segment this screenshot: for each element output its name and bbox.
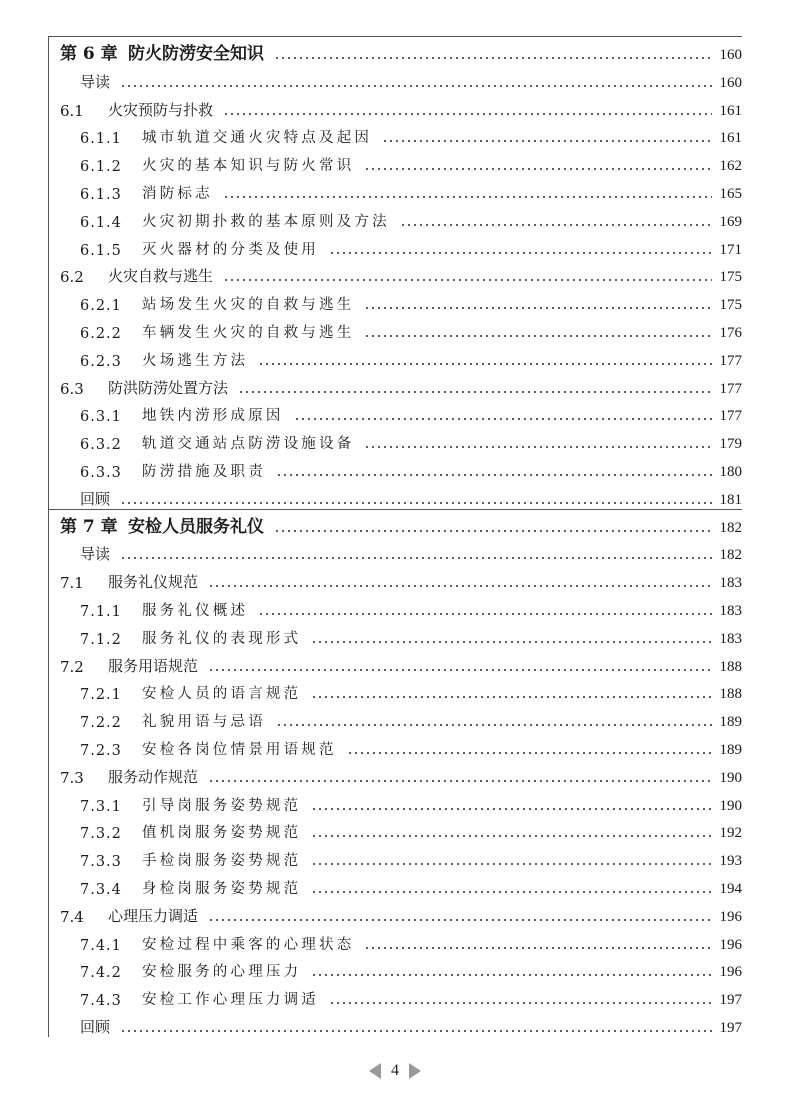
toc-entry-page: 183	[719, 630, 742, 647]
toc-entry-page: 160	[719, 47, 742, 63]
dot-leader	[382, 140, 711, 142]
toc-entry[interactable]	[80, 233, 742, 259]
dot-leader	[238, 391, 711, 393]
toc-entry-page: 180	[719, 464, 742, 480]
toc-entry-number: 7.1	[60, 574, 84, 593]
toc-entry-title: 灭火器材的分类及使用	[142, 241, 319, 258]
toc-entry-page: 188	[719, 686, 742, 703]
toc-entry-title: 身检岗服务姿势规范	[142, 881, 302, 897]
toc-entry-title: 回顾	[80, 489, 111, 508]
toc-entry-title: 地铁内涝形成原因	[142, 408, 284, 425]
toc-entry-title: 手检岗服务姿势规范	[142, 853, 302, 870]
toc-entry-number: 6.1.5	[80, 242, 122, 259]
toc-entry-page: 165	[719, 186, 742, 202]
toc-entry-title: 火灾自救与逃生	[108, 267, 214, 286]
toc-entry-title: 安检工作心理压力调适	[142, 992, 319, 1009]
toc-entry-title: 火灾的基本知识与防火常识	[142, 158, 355, 175]
toc-entry-page: 183	[719, 603, 742, 619]
dot-leader	[258, 363, 711, 365]
toc-entry-title: 服务礼仪概述	[142, 603, 249, 619]
toc-entry-page: 192	[719, 825, 742, 842]
dot-leader	[311, 891, 711, 893]
toc-entry-title: 安检过程中乘客的心理状态	[142, 936, 355, 953]
toc-entry[interactable]	[80, 789, 742, 815]
toc-entry-page: 190	[719, 769, 742, 786]
toc-entry-page: 189	[719, 742, 742, 758]
toc-entry[interactable]	[80, 1011, 742, 1037]
dot-leader	[208, 585, 711, 587]
toc-entry[interactable]	[80, 705, 742, 731]
dot-leader	[274, 530, 712, 532]
toc-entry-page: 179	[719, 436, 742, 453]
toc-entry-page: 197	[719, 1020, 742, 1036]
toc-entry-number: 7.4.3	[80, 993, 122, 1010]
dot-leader	[364, 947, 711, 949]
dot-leader	[311, 835, 711, 837]
toc-entry[interactable]	[60, 761, 742, 787]
toc-entry-number: 7.3.2	[80, 826, 122, 843]
toc-entry[interactable]	[80, 928, 742, 954]
dot-leader	[276, 724, 712, 726]
toc-entry[interactable]	[60, 650, 742, 676]
toc-entry-page: 181	[719, 491, 742, 508]
toc-entry-number: 7.3.1	[80, 798, 122, 815]
toc-entry[interactable]	[80, 316, 742, 342]
toc-entry-title: 安检人员的语言规范	[142, 686, 302, 703]
toc-entry-number: 6.3.1	[80, 409, 122, 426]
toc-entry-page: 189	[719, 714, 742, 731]
toc-entry[interactable]	[80, 872, 742, 898]
toc-chapter-entry[interactable]	[60, 511, 742, 537]
toc-entry[interactable]	[80, 399, 742, 425]
toc-entry[interactable]	[80, 205, 742, 231]
toc-entry[interactable]	[80, 538, 742, 564]
dot-leader	[120, 1030, 711, 1032]
toc-entry-title: 安检各岗位情景用语规范	[142, 742, 337, 758]
dot-leader	[311, 808, 711, 810]
toc-entry[interactable]	[80, 983, 742, 1009]
dot-leader	[208, 780, 711, 782]
toc-entry[interactable]	[60, 372, 742, 398]
toc-entry[interactable]	[80, 483, 742, 509]
toc-chapter-entry[interactable]	[60, 38, 742, 64]
toc-entry-number: 6.2	[60, 268, 84, 287]
toc-entry-title: 防火防涝安全知识	[128, 44, 264, 64]
toc-entry-page: 177	[719, 352, 742, 369]
dot-leader	[120, 557, 711, 559]
toc-entry-title: 服务用语规范	[108, 656, 199, 675]
toc-entry[interactable]	[60, 260, 742, 286]
toc-entry-title: 引导岗服务姿势规范	[142, 797, 302, 814]
toc-entry-title: 火灾初期扑救的基本原则及方法	[142, 213, 390, 230]
toc-entry-number: 7.3	[60, 768, 84, 787]
dot-leader	[311, 641, 711, 643]
dot-leader	[311, 696, 711, 698]
toc-entry[interactable]	[80, 733, 742, 759]
triangle-right-icon	[409, 1063, 421, 1079]
toc-entry-number: 7.4.2	[80, 965, 122, 982]
toc-entry[interactable]	[60, 94, 742, 120]
toc-entry[interactable]	[80, 288, 742, 314]
toc-entry-number: 7.1.1	[80, 604, 122, 620]
toc-entry-page: 171	[719, 241, 742, 258]
toc-entry-title: 防涝措施及职责	[142, 464, 266, 480]
toc-entry-number: 第 7 章	[60, 516, 118, 537]
toc-entry-title: 车辆发生火灾的自救与逃生	[142, 325, 355, 341]
toc-entry[interactable]	[80, 455, 742, 481]
toc-entry[interactable]	[60, 900, 742, 926]
toc-entry-page: 175	[719, 269, 742, 286]
chapter-rule	[48, 509, 742, 510]
toc-entry-page: 196	[719, 936, 742, 953]
toc-entry-number: 6.3.2	[80, 437, 122, 454]
toc-entry-title: 火场逃生方法	[142, 352, 249, 369]
toc-entry-number: 6.3	[60, 379, 84, 398]
toc-entry-number: 6.1.1	[80, 131, 122, 148]
toc-entry-page: 175	[719, 297, 742, 314]
toc-entry[interactable]	[80, 344, 742, 370]
toc-entry-title: 轨道交通站点防涝设施设备	[142, 436, 355, 453]
toc-entry-page: 161	[719, 130, 742, 147]
toc-entry-title: 值机岗服务姿势规范	[142, 825, 302, 842]
page-footer	[0, 1062, 790, 1080]
toc-entry-number: 6.1.3	[80, 187, 122, 203]
toc-entry[interactable]	[80, 594, 742, 620]
dot-leader	[223, 279, 711, 281]
chapter-side-rule	[48, 36, 49, 509]
toc-entry-page: 177	[719, 408, 742, 425]
dot-leader	[258, 613, 711, 615]
toc-entry-number: 6.2.1	[80, 298, 122, 315]
toc-entry-page: 182	[719, 547, 742, 564]
dot-leader	[329, 1002, 712, 1004]
chapter-side-rule	[48, 509, 49, 1037]
toc-entry-title: 服务礼仪的表现形式	[142, 630, 302, 647]
dot-leader	[347, 752, 712, 754]
toc-entry-title: 礼貌用语与忌语	[142, 714, 266, 731]
toc-entry-number: 7.2	[60, 657, 84, 676]
toc-entry[interactable]	[80, 955, 742, 981]
dot-leader	[311, 974, 711, 976]
chapter-rule	[48, 36, 742, 37]
toc-entry-number: 6.2.2	[80, 326, 122, 342]
toc-entry-title: 服务动作规范	[108, 767, 199, 786]
toc-entry[interactable]	[80, 177, 742, 203]
dot-leader	[208, 919, 711, 921]
dot-leader	[364, 335, 711, 337]
toc-entry-number: 7.3.3	[80, 854, 122, 871]
toc-entry-page: 193	[719, 853, 742, 870]
toc-entry-page: 160	[719, 74, 742, 91]
toc-entry-number: 7.4.1	[80, 937, 122, 954]
toc-entry[interactable]	[80, 677, 742, 703]
toc-entry-page: 197	[719, 992, 742, 1009]
toc-entry[interactable]	[80, 622, 742, 648]
toc-entry[interactable]	[60, 566, 742, 592]
dot-leader	[400, 224, 712, 226]
toc-entry-title: 导读	[80, 545, 111, 564]
toc-entry-page: 196	[719, 964, 742, 981]
triangle-left-icon	[369, 1063, 381, 1079]
toc-entry-page: 188	[719, 658, 742, 675]
toc-entry-title: 火灾预防与扑救	[108, 100, 214, 119]
toc-entry-number: 6.1	[60, 101, 84, 120]
dot-leader	[276, 474, 712, 476]
toc-entry-page: 177	[719, 380, 742, 397]
toc-entry-page: 176	[719, 325, 742, 341]
toc-entry-title: 消防标志	[142, 186, 213, 202]
toc-entry-number: 7.2.3	[80, 743, 122, 759]
toc-entry-title: 回顾	[80, 1018, 111, 1036]
dot-leader	[294, 418, 712, 420]
toc-entry-page: 161	[719, 102, 742, 119]
toc-entry[interactable]	[80, 149, 742, 175]
toc-entry-title: 防洪防涝处置方法	[108, 378, 229, 397]
toc-entry-number: 7.2.2	[80, 715, 122, 732]
toc-entry-page: 196	[719, 908, 742, 925]
toc-entry-title: 服务礼仪规范	[108, 573, 199, 592]
dot-leader	[120, 85, 711, 87]
toc-entry-number: 6.3.3	[80, 465, 122, 481]
dot-leader	[329, 252, 712, 254]
toc-entry-title: 导读	[80, 72, 111, 91]
dot-leader	[223, 113, 711, 115]
toc-entry-title: 心理压力调适	[108, 906, 199, 925]
toc-entry-page: 194	[719, 881, 742, 897]
dot-leader	[311, 863, 711, 865]
dot-leader	[208, 669, 711, 671]
toc-entry-number: 7.2.1	[80, 687, 122, 704]
dot-leader	[364, 168, 711, 170]
toc-entry-number: 7.1.2	[80, 631, 122, 648]
toc-entry-number: 7.3.4	[80, 882, 122, 898]
toc-entry-page: 183	[719, 575, 742, 592]
toc-entry-number: 第 6 章	[60, 44, 118, 64]
page-number: 4	[391, 1062, 399, 1079]
dot-leader	[364, 307, 711, 309]
toc-entry[interactable]	[80, 427, 742, 453]
dot-leader	[120, 502, 711, 504]
toc-entry[interactable]	[80, 66, 742, 92]
toc-entry-page: 182	[719, 519, 742, 536]
toc-entry[interactable]	[80, 816, 742, 842]
toc-entry-number: 7.4	[60, 907, 84, 926]
toc-entry-number: 6.2.3	[80, 353, 122, 370]
toc-entry-page: 169	[719, 213, 742, 230]
toc-entry-title: 城市轨道交通火灾特点及起因	[142, 130, 373, 147]
toc-entry[interactable]	[80, 844, 742, 870]
dot-leader	[364, 446, 711, 448]
dot-leader	[274, 57, 712, 59]
toc-entry-page: 190	[719, 797, 742, 814]
toc-entry-number: 6.1.4	[80, 214, 122, 231]
dot-leader	[223, 196, 712, 198]
toc-entry-number: 6.1.2	[80, 159, 122, 176]
toc-entry-title: 站场发生火灾的自救与逃生	[142, 297, 355, 314]
toc-entry-title: 安检人员服务礼仪	[128, 516, 264, 537]
toc-entry-page: 162	[719, 158, 742, 175]
toc-entry[interactable]	[80, 121, 742, 147]
toc-entry-title: 安检服务的心理压力	[142, 964, 302, 981]
